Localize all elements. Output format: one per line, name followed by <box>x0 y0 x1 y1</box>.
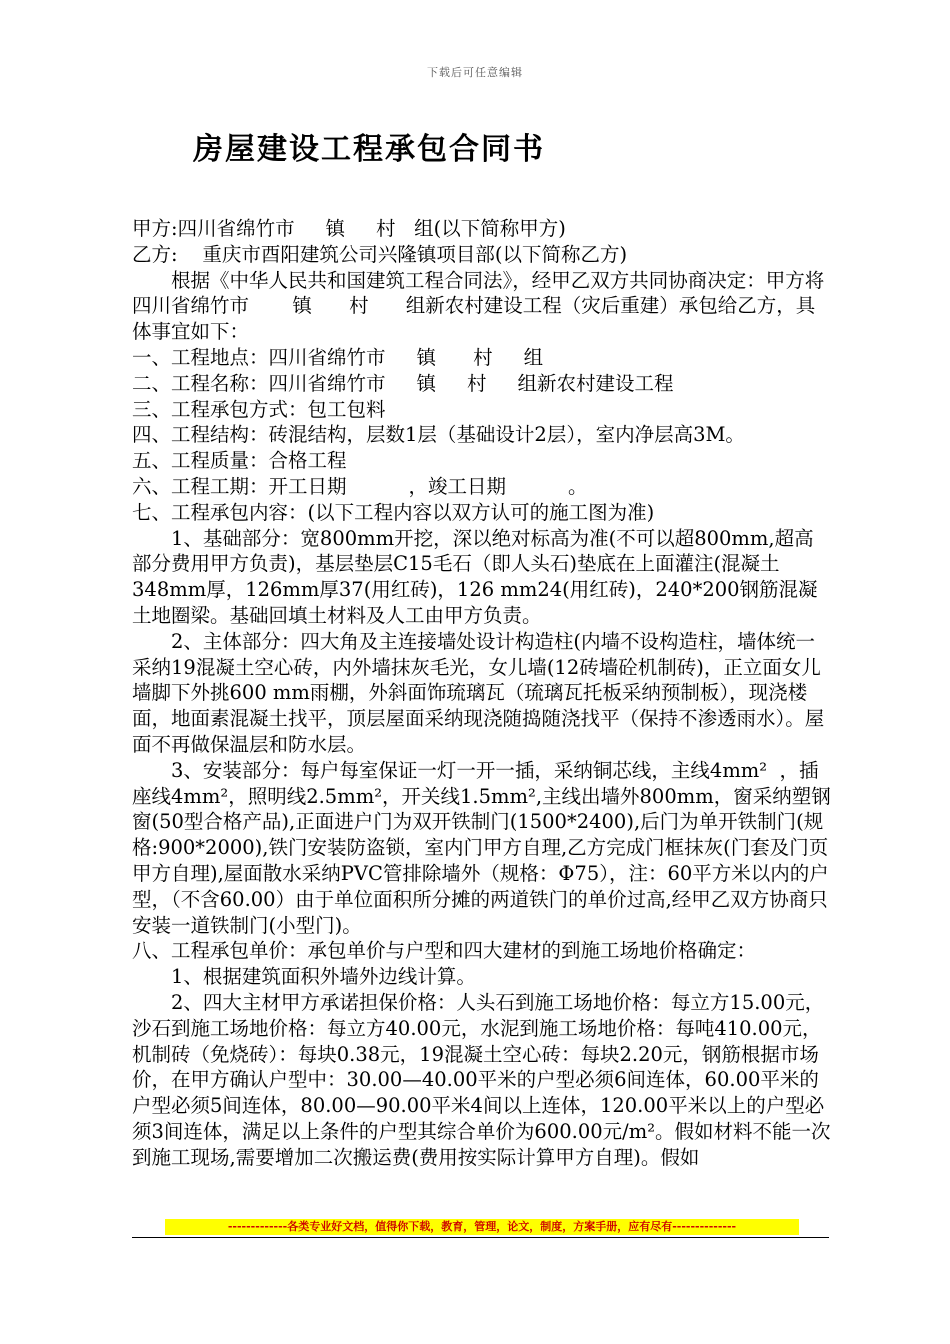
clause-5-quality: 五、工程质量：合格工程 <box>132 449 347 473</box>
party-b-line: 乙方: 重庆市酉阳建筑公司兴隆镇项目部(以下简称乙方) <box>132 242 628 266</box>
footer-divider <box>132 1237 829 1238</box>
clause-6-schedule: 六、工程工期：开工日期 ，竣工日期 。 <box>132 474 588 498</box>
clause-8-unit-price: 八、工程承包单价：承包单价与户型和四大建材的到施工场地价格确定： <box>132 939 757 963</box>
contract-body <box>132 216 832 1170</box>
clause-4-structure: 四、工程结构：砖混结构，层数1层（基础设计2层），室内净层高3M。 <box>132 423 745 447</box>
clause-2-name: 二、工程名称：四川省绵竹市 镇 村 组新农村建设工程 <box>132 371 674 395</box>
scope-main-structure: 2、主体部分：四大角及主连接墙处设计构造柱(内墙不设构造柱，墙体统一采纳19混凝土空心砖，内外墙抹灰毛光，女儿墙(12砖墙砼机制砖)，正立面女儿墙脚下外挑600 mm雨棚，外斜面饰琉璃瓦（琉璃瓦托板采纳预制板），现浇楼面，地面素混凝土找平，顶层屋面采纳现浇随捣随浇找平（保持不渗透雨水）。屋面不再做保温层和防水层。 <box>132 629 825 756</box>
footer-ad-banner: -------------各类专业好文档，值得你下载，教育，管理，论文，制度，方案手册，应有尽有-------------- <box>165 1219 799 1235</box>
unit-price-item-2: 2、四大主材甲方承诺担保价格：人头石到施工场地价格：每立方15.00元，沙石到施工场地价格：每立方40.00元，水泥到施工场地价格：每吨410.00元，机制砖（免烧砖）：每块0.38元，19混凝土空心砖：每块2.20元，钢筋根据市场价，在甲方确认户型中：30.00—40.00平米的户型必须6间连体，60.00平米的户型必须5间连体，80.00—90.00平米4间以上连体，120.00平米以上的户型必须3间连体，满足以上条件的户型其综合单价为600.00元/m²。假如材料不能一次到施工现场,需要增加二次搬运费(费用按实际计算甲方自理)。假如 <box>132 990 831 1169</box>
preamble-paragraph: 根据《中华人民共和国建筑工程合同法》，经甲乙双方共同协商决定：甲方将四川省绵竹市 镇 村 组新农村建设工程（灾后重建）承包给乙方，具体事宜如下： <box>132 268 825 344</box>
party-a-line: 甲方:四川省绵竹市 镇 村 组(以下简称甲方) <box>132 217 566 240</box>
header-note: 下载后可任意编辑 <box>427 66 523 79</box>
clause-1-location: 一、工程地点：四川省绵竹市 镇 村 组 <box>132 345 544 369</box>
scope-foundation: 1、基础部分：宽800mm开挖，深以绝对标高为准(不可以超800mm,超高部分费用甲方负责)，基层垫层C15毛石（即人头石)垫底在上面灌注(混凝土348mm厚，126mm厚37(用红砖)，126 mm24(用红砖)，240*200钢筋混凝土地圈梁。基础回填土材料及人工由甲方负责。 <box>132 526 818 627</box>
clause-7-scope: 七、工程承包内容：(以下工程内容以双方认可的施工图为准) <box>132 500 655 524</box>
scope-installation: 3、安装部分：每户每室保证一灯一开一插，采纳铜芯线，主线4mm² ，插座线4mm²，照明线2.5mm²，开关线1.5mm²,主线出墙外800mm，窗采纳塑钢窗(50型合格产品),正面进户门为双开铁制门(1500*2400),后门为单开铁制门(规格:900*2000),铁门安装防盗锁，室内门甲方自理,乙方完成门框抹灰(门套及门页甲方自理),屋面散水采纳PVC管排除墙外（规格：Φ75），注：60平方米以内的户型，（不含60.00）由于单位面积所分摊的两道铁门的单价过高,经甲乙双方协商只安装一道铁制门(小型门)。 <box>132 758 831 937</box>
unit-price-item-1: 1、根据建筑面积外墙外边线计算。 <box>171 965 476 989</box>
document-title: 房屋建设工程承包合同书 <box>193 132 545 167</box>
clause-3-method: 三、工程承包方式：包工包料 <box>132 397 386 421</box>
